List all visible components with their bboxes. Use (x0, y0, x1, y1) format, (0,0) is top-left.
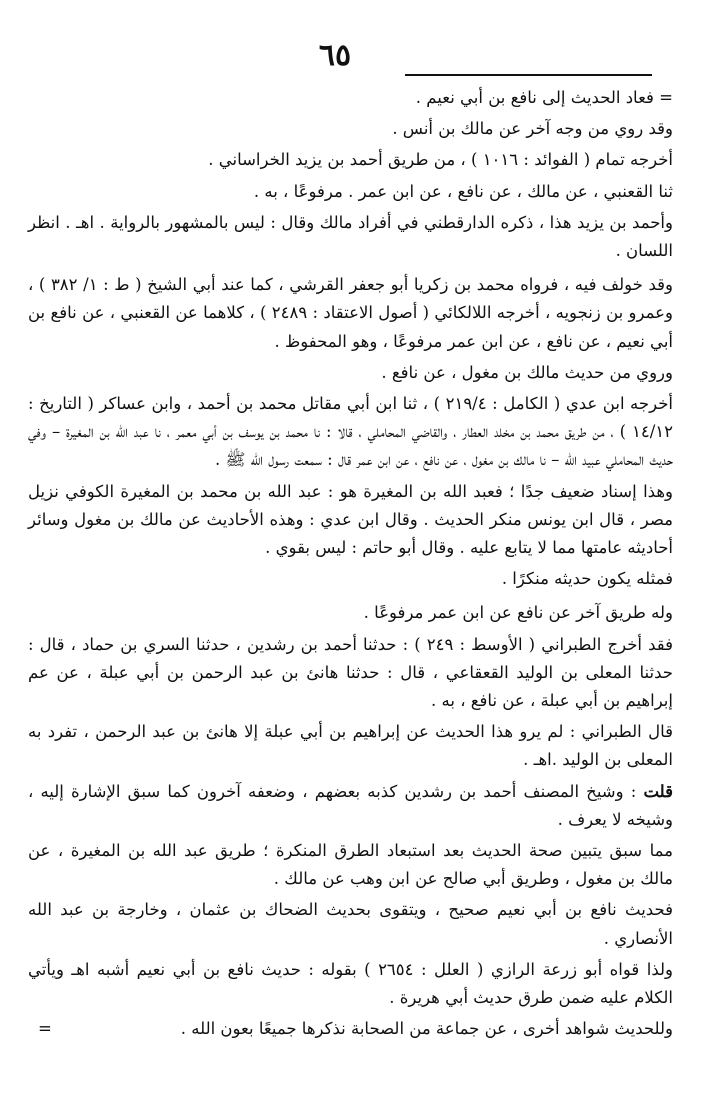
paragraph-18 (28, 1015, 673, 1043)
paragraph-1: = فعاد الحديث إلى نافع بن أبي نعيم . (415, 88, 673, 107)
paragraph-5: وأحمد بن يزيد هذا ، ذكره الدارقطني في أفراد مالك وقال : ليس بالمشهور بالرواية . اهـ . انظر اللسان . (28, 212, 673, 261)
paragraph-2: وقد روي من وجه آخر عن مالك بن أنس . (392, 119, 673, 139)
paragraph-14 (28, 778, 673, 834)
paragraph-6: وقد خولف فيه ، فرواه محمد بن زكريا أبو جعفر القرشي ، كما عند أبي الشيخ ( ط : ١/ ٣٨٢ ) ، وعمرو بن زنجويه ، أخرجه اللالكائي ( أصول الاعتقاد : ٢٤٨٩ ) ، كلاهما عن القعنبي ، عن نافع بن أبي نعيم ، عن نافع ، عن ابن عمر مرفوعًا ، وهو المحفوظ . (28, 275, 673, 351)
body-text (28, 84, 673, 1047)
qultu-word: قلت (643, 781, 673, 801)
continuation-mark: = (38, 1019, 52, 1039)
paragraph-7: وروي من حديث مالك بن مغول ، عن نافع . (381, 362, 673, 382)
paragraph-18-text: وللحديث شواهد أخرى ، عن جماعة من الصحابة نذكرها جميعًا بعون الله . (180, 1019, 673, 1039)
paragraph-13: قال الطبراني : لم يرو هذا الحديث عن إبراهيم بن أبي عبلة إلا هانئ بن عبد الرحمن ، تفرد به المعلى بن الوليد .اهـ . (28, 722, 673, 770)
header-rule (405, 74, 652, 76)
paragraph-8: أخرجه ابن عدي ( الكامل : ٢١٩/٤ ) ، ثنا ابن أبي مقاتل محمد بن أحمد ، وابن عساكر ( التاريخ : ١٤/١٢ ) ، من طريق محمد بن مخلد العطار ، والقاضي المحاملي ، قالا : نا محمد بن يوسف بن أبي معمر ، نا عبد الله بن المغيرة – وفي حديث المحاملي عبيد الله – نا مالك بن مغول ، عن نافع ، عن ابن عمر قال : سمعت رسول الله ﷺ . (28, 394, 673, 470)
paragraph-3: أخرجه تمام ( الفوائد : ١٠١٦ ) ، من طريق أحمد بن يزيد الخراساني . (208, 150, 673, 170)
paragraph-14-text: : وشيخ المصنف أحمد بن رشدين كذبه بعضهم ، وضعفه آخرون كما سبق الإشارة إليه ، وشيخه لا يعرف . (28, 781, 673, 829)
paragraph-4: ثنا القعنبي ، عن مالك ، عن نافع ، عن ابن عمر . مرفوعًا ، به . (253, 181, 673, 201)
paragraph-11: وله طريق آخر عن نافع عن ابن عمر مرفوعًا . (363, 603, 673, 623)
paragraph-12: فقد أخرج الطبراني ( الأوسط : ٢٤٩ ) : حدثنا أحمد بن رشدين ، حدثنا السري بن حماد ، قال : حدثنا المعلى بن الوليد القعقاعي ، قال : حدثنا هانئ بن عبد الرحمن بن أبي عبلة ، عن عم إبراهيم بن أبي عبلة ، عن نافع ، به . (28, 634, 673, 711)
paragraph-16: فحديث نافع بن أبي نعيم صحيح ، ويتقوى بحديث الضحاك بن عثمان ، وخارجة بن عبد الله الأنصاري . (28, 900, 673, 948)
paragraph-9: وهذا إسناد ضعيف جدًا ؛ فعبد الله بن المغيرة هو : عبد الله بن محمد بن المغيرة الكوفي نزيل مصر ، قال ابن يونس منكر الحديث . وقال ابن عدي : وهذه الأحاديث عن مالك بن مغول وسائر أحاديثه عامتها مما لا يتابع عليه . وقال أبو حاتم : ليس بقوي . (28, 481, 673, 558)
paragraph-17: ولذا قواه أبو زرعة الرازي ( العلل : ٢٦٥٤ ) بقوله : حديث نافع بن أبي نعيم أشبه اهـ ويأتي الكلام عليه ضمن طرق حديث أبي هريرة . (28, 959, 673, 1008)
page-number: ٦٥ (318, 38, 352, 73)
paragraph-10: فمثله يكون حديثه منكرًا . (501, 569, 673, 589)
paragraph-15: مما سبق يتبين صحة الحديث بعد استبعاد الطرق المنكرة ؛ طريق عبد الله بن المغيرة ، عن مالك بن مغول ، وطريق أبي صالح عن ابن وهب عن مالك . (28, 841, 673, 889)
